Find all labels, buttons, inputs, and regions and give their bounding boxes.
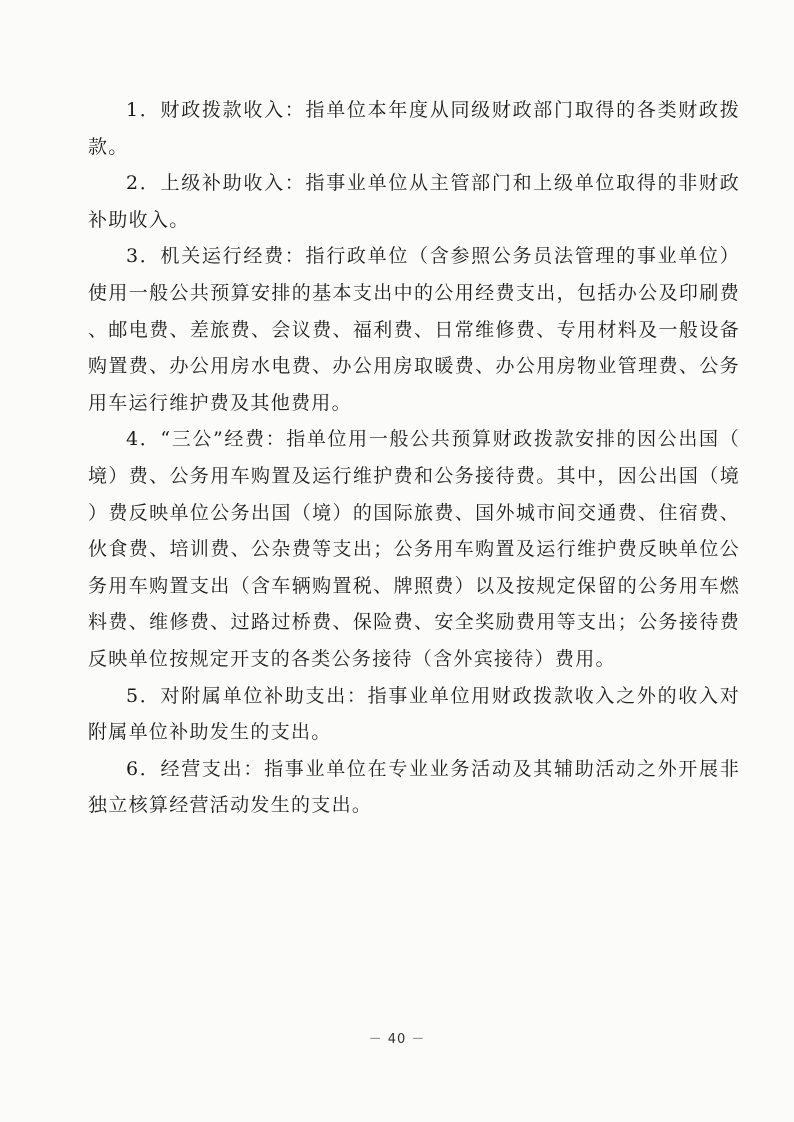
paragraph-5-subsidiary-unit-subsidy: 5．对附属单位补助支出：指事业单位用财政拨款收入之外的收入对附属单位补助发生的支出。 <box>88 684 740 744</box>
page-number: － 40 － <box>368 1032 426 1047</box>
paragraph-2-superior-subsidy-income: 2．上级补助收入：指事业单位从主管部门和上级单位取得的非财政补助收入。 <box>88 172 740 231</box>
paragraph-1-fiscal-appropriation-income: 1．财政拨款收入：指单位本年度从同级财政部门取得的各类财政拨款。 <box>88 99 740 158</box>
paragraph-4-three-public-expenses: 4．“三公”经费：指单位用一般公共预算财政拨款安排的因公出国（境）费、公务用车购置及运行维护费和公务接待费。其中，因公出国（境）费反映单位公务出国（境）的国际旅费、国外城市间交通费、住宿费、伙食费、培训费、公杂费等支出；公务用车购置及运行维护费反映单位公务用车购置支出（含车辆购置税、牌照费）以及按规定保留的公务用车燃料费、维修费、过路过桥费、保险费、安全奖励费用等支出；公务接待费反映单位按规定开支的各类公务接待（含外宾接待）费用。 <box>88 428 740 670</box>
document-body <box>88 92 740 824</box>
paragraph-3-agency-operating-expenses: 3．机关运行经费：指行政单位（含参照公务员法管理的事业单位）使用一般公共预算安排的基本支出中的公用经费支出，包括办公及印刷费、邮电费、差旅费、会议费、福利费、日常维修费、专用材料及一般设备购置费、办公用房水电费、办公用房取暖费、办公用房物业管理费、公务用车运行维护费及其他费用。 <box>88 245 740 414</box>
paragraph-6-operating-expenditure: 6．经营支出：指事业单位在专业业务活动及其辅助活动之外开展非独立核算经营活动发生的支出。 <box>88 757 740 817</box>
